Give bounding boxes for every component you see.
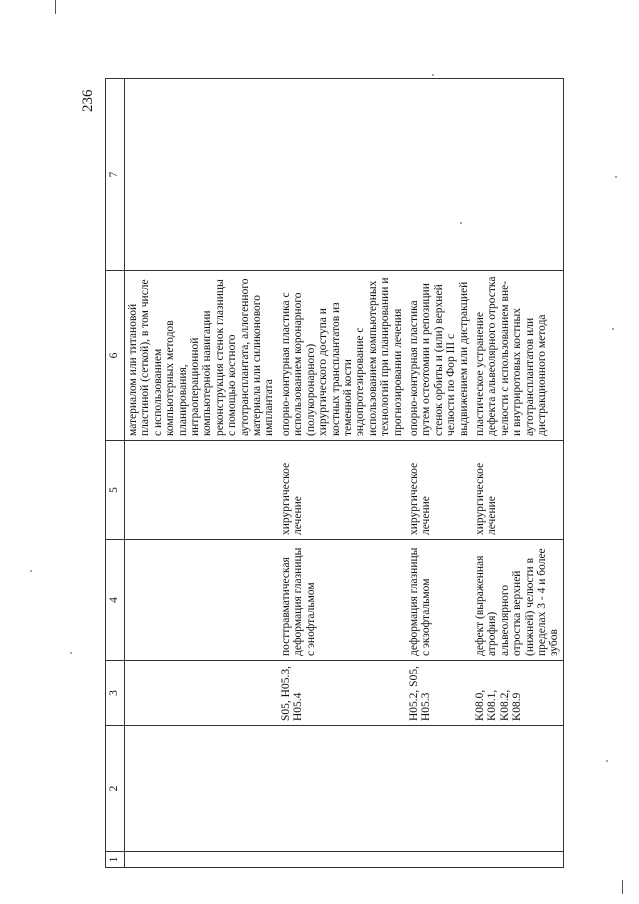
table-row [125, 79, 278, 868]
cell-treatment-type: хирургическое лечение [472, 441, 563, 540]
cell-col2 [406, 726, 472, 852]
cell-codes: S05, H05.3, H05.4 [278, 661, 406, 726]
cell-col7 [472, 79, 563, 271]
cell-treatment-type: хирургическое лечение [406, 441, 472, 540]
cell-codes: K08.0, K08.1, K08.2, K08.9 [472, 661, 563, 726]
cell-method: пластическое устранение дефекта альвеолярного отростка челюсти с использованием вне- и внутриротовых костных аутотрансплантатов или дистракционного метода [472, 271, 563, 441]
cell-diagnosis: дефект (выраженная атрофия) альвеолярного отростка верхней (нижней) челюсти в пределах 3 - 4 и более зубов [472, 540, 563, 661]
scan-edge-mark-top [55, 0, 56, 14]
scan-speck [606, 760, 608, 762]
procedures-table [105, 78, 564, 868]
cell-col7 [406, 79, 472, 271]
scan-speck [615, 176, 617, 178]
scan-edge-mark-bottom [622, 880, 623, 894]
cell-col2 [125, 726, 278, 852]
scan-speck [70, 652, 72, 654]
cell-diagnosis: деформация глазницы с экзофтальмом [406, 540, 472, 661]
cell-col1 [278, 852, 406, 868]
cell-col2 [278, 726, 406, 852]
scan-speck [432, 74, 434, 76]
cell-method: опорно-контурная пластика путем остеотомии и репозиции стенок орбиты и (или) верхней челюсти по Фор III с выдвижением или дистракцией [406, 271, 472, 441]
column-number-1: 1 [106, 852, 125, 868]
cell-col1 [125, 852, 278, 868]
cell-treatment-type: хирургическое лечение [278, 441, 406, 540]
cell-col1 [472, 852, 563, 868]
column-number-4: 4 [106, 540, 125, 661]
table-row [278, 79, 406, 868]
table-header-row [106, 79, 125, 868]
page-number: 236 [80, 89, 96, 112]
cell-col7 [278, 79, 406, 271]
cell-codes [125, 661, 278, 726]
column-number-3: 3 [106, 661, 125, 726]
scan-speck [612, 328, 614, 330]
cell-codes: H05.2, S05, H05.3 [406, 661, 472, 726]
cell-col2 [472, 726, 563, 852]
table-row [406, 79, 472, 868]
table-row [472, 79, 563, 868]
column-number-5: 5 [106, 441, 125, 540]
scan-speck [460, 222, 462, 224]
scan-speck [30, 570, 32, 572]
cell-method: материалом или титановой пластиной (сеткой), в том числе с использованием компьютерных методов планирования, интраоперационной компьютерной навигации реконструкция стенок глазницы с помощью костного аутотрансплантата, аллогенного материала или силиконового имплантата [125, 271, 278, 441]
column-number-6: 6 [106, 271, 125, 441]
column-number-7: 7 [106, 79, 125, 271]
cell-col7 [125, 79, 278, 271]
cell-diagnosis: посттравматическая деформация глазницы с энофтальмом [278, 540, 406, 661]
cell-method: опорно-контурная пластика с использованием коронарного (полукоронарного) хирургического доступа и костных трансплантатов из теменной кости эндопротезирование с использованием компьютерных технологий при планировании и прогнозировании лечения [278, 271, 406, 441]
column-number-2: 2 [106, 726, 125, 852]
cell-diagnosis [125, 540, 278, 661]
cell-treatment-type [125, 441, 278, 540]
cell-col1 [406, 852, 472, 868]
